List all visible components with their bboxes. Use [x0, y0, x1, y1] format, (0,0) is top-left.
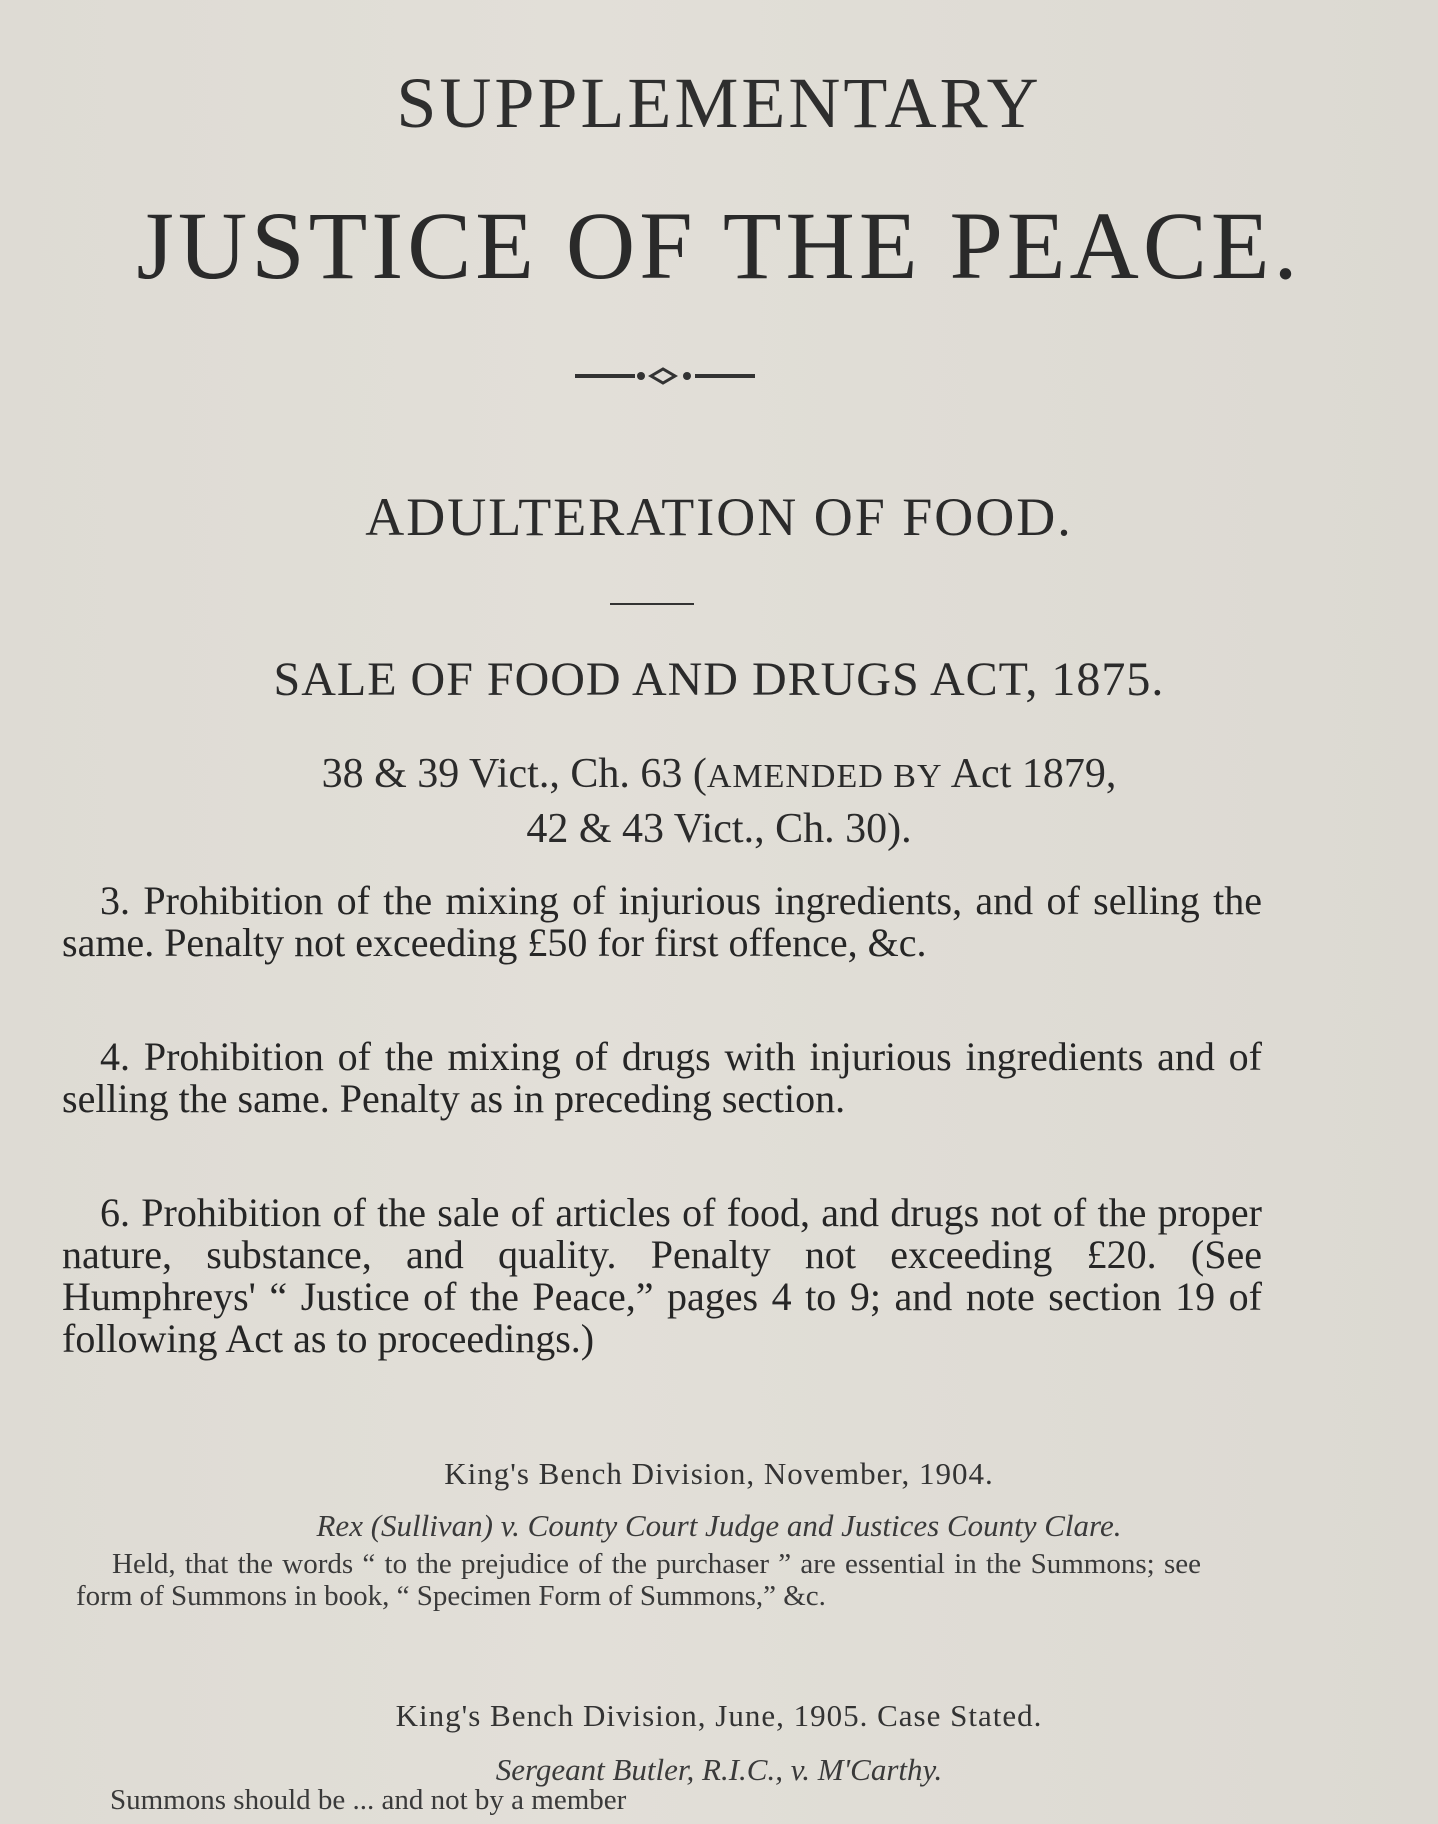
act-reference-line-1 — [0, 748, 1438, 803]
case-name-rex-sullivan: Rex (Sullivan) v. County Court Judge and Justices County Clare. — [316, 1508, 1122, 1543]
case-name-butler-mccarthy: Sergeant Butler, R.I.C., v. M'Carthy. — [495, 1752, 943, 1787]
section-heading: ADULTERATION OF FOOD. — [365, 487, 1073, 547]
case-note-held: Held, that the words “ to the prejudice of the purchaser ” are essential in the Summons; see form of Summons in book, “ Specimen Form of Summons,” &c. — [76, 1548, 1201, 1612]
header-justice-of-the-peace: JUSTICE OF THE PEACE. — [136, 192, 1302, 299]
act-title: SALE OF FOOD AND DRUGS ACT, 1875. — [273, 653, 1165, 706]
section-6-paragraph: 6. Prohibition of the sale of articles of food, and drugs not of the proper nature, substance, and quality. Penalty not exceeding £20. (See Humphreys' “ Justice of the Peace,” pages 4 to 9; and note section 19 of following Act as to proceedings.) — [62, 1190, 1262, 1361]
header-supplementary: SUPPLEMENTARY — [396, 63, 1042, 143]
section-4-paragraph: 4. Prohibition of the mixing of drugs with injurious ingredients and of selling the same. Penalty as in preceding section. — [62, 1034, 1262, 1121]
section-3-paragraph: 3. Prohibition of the mixing of injurious ingredients, and of selling the same. Penalty not exceeding £50 for first offence, &c. — [62, 878, 1262, 965]
court-heading-1905: King's Bench Division, June, 1905. Case Stated. — [395, 1698, 1043, 1733]
case-note-partial: Summons should be ... and not by a member — [110, 1784, 627, 1816]
court-heading-1904: King's Bench Division, November, 1904. — [444, 1456, 994, 1491]
short-rule-divider — [610, 603, 694, 605]
act-reference-line-2: 42 & 43 Vict., Ch. 30). — [526, 806, 912, 852]
act-reference — [0, 748, 1438, 855]
act-ref-part-a: 38 & 39 Vict., Ch. 63 ( — [321, 751, 707, 797]
act-ref-amended: AMENDED BY — [706, 758, 943, 795]
ornament-divider-icon — [575, 366, 755, 386]
act-ref-part-b: Act 1879, — [942, 751, 1117, 797]
